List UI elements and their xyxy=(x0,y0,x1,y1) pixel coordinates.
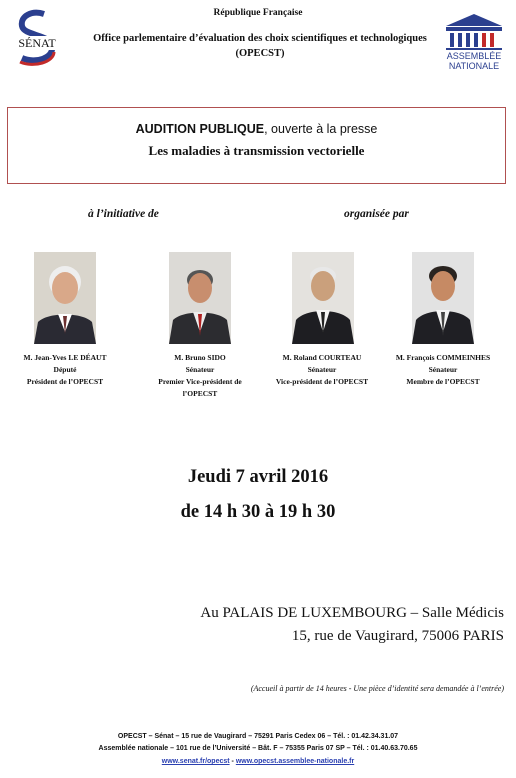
an-opecst-link[interactable]: www.opecst.assemblee-nationale.fr xyxy=(235,758,355,765)
event-time: de 14 h 30 à 19 h 30 xyxy=(180,502,336,522)
initiative-label: à l’initiative de xyxy=(88,208,159,220)
event-address: 15, rue de Vaugirard, 75006 PARIS xyxy=(291,628,504,644)
office-name xyxy=(80,31,440,61)
svg-text:SÉNAT: SÉNAT xyxy=(18,36,56,50)
person-role: Premier Vice-président de xyxy=(158,377,242,386)
footer-senat-contact: OPECST – Sénat – 15 rue de Vaugirard – 75291 Paris Cedex 06 – Tél. : 01.42.34.31.07 xyxy=(117,733,399,740)
svg-text:NATIONALE: NATIONALE xyxy=(448,61,500,70)
person-name: M. François COMMEINHES xyxy=(395,353,491,362)
portrait-commeinhes xyxy=(412,252,474,344)
audition-title xyxy=(7,122,506,136)
audition-suffix: , ouverte à la presse xyxy=(264,122,378,136)
person-role: Sénateur xyxy=(185,365,215,374)
event-venue: Au PALAIS DE LUXEMBOURG – Salle Médicis xyxy=(200,605,504,621)
person-commeinhes xyxy=(378,352,508,388)
person-courteau xyxy=(257,352,387,388)
person-le-deaut xyxy=(0,352,130,388)
portrait-le-deaut xyxy=(34,252,96,344)
person-name: M. Roland COURTEAU xyxy=(282,353,362,362)
person-role: Vice-président de l’OPECST xyxy=(275,377,369,386)
office-line-2: (OPECST) xyxy=(235,48,285,59)
portrait-sido xyxy=(169,252,231,344)
svg-text:ASSEMBLÉE: ASSEMBLÉE xyxy=(446,51,502,61)
person-role: Sénateur xyxy=(428,365,458,374)
footer-an-contact: Assemblée nationale – 101 rue de l’Université – Bât. F – 75355 Paris 07 SP – Tél. : 01.40.63.70.65 xyxy=(98,745,418,752)
senat-opecst-link[interactable]: www.senat.fr/opecst xyxy=(161,758,230,765)
event-date: Jeudi 7 avril 2016 xyxy=(187,467,329,487)
footer-links xyxy=(0,758,516,765)
footer-link-separator: - xyxy=(229,758,236,765)
republique-francaise: République Française xyxy=(213,8,303,18)
portrait-courteau xyxy=(292,252,354,344)
person-name: M. Jean-Yves LE DÉAUT xyxy=(23,353,107,362)
assemblee-nationale-logo xyxy=(440,12,508,70)
person-role: Sénateur xyxy=(307,365,337,374)
person-role: Député xyxy=(53,365,77,374)
person-sido xyxy=(135,352,265,400)
organisee-label: organisée par xyxy=(344,208,409,220)
person-role: Membre de l’OPECST xyxy=(406,377,480,386)
audition-prefix: AUDITION PUBLIQUE xyxy=(135,122,265,136)
person-name: M. Bruno SIDO xyxy=(174,353,226,362)
person-role: Président de l’OPECST xyxy=(26,377,104,386)
audition-subject: Les maladies à transmission vectorielle xyxy=(148,143,365,158)
accueil-note: (Accueil à partir de 14 heures - Une pièce d’identité sera demandée à l’entrée) xyxy=(250,684,504,693)
person-role: l’OPECST xyxy=(182,389,218,398)
office-line-1: Office parlementaire d’évaluation des choix scientifiques et technologiques xyxy=(93,33,427,44)
